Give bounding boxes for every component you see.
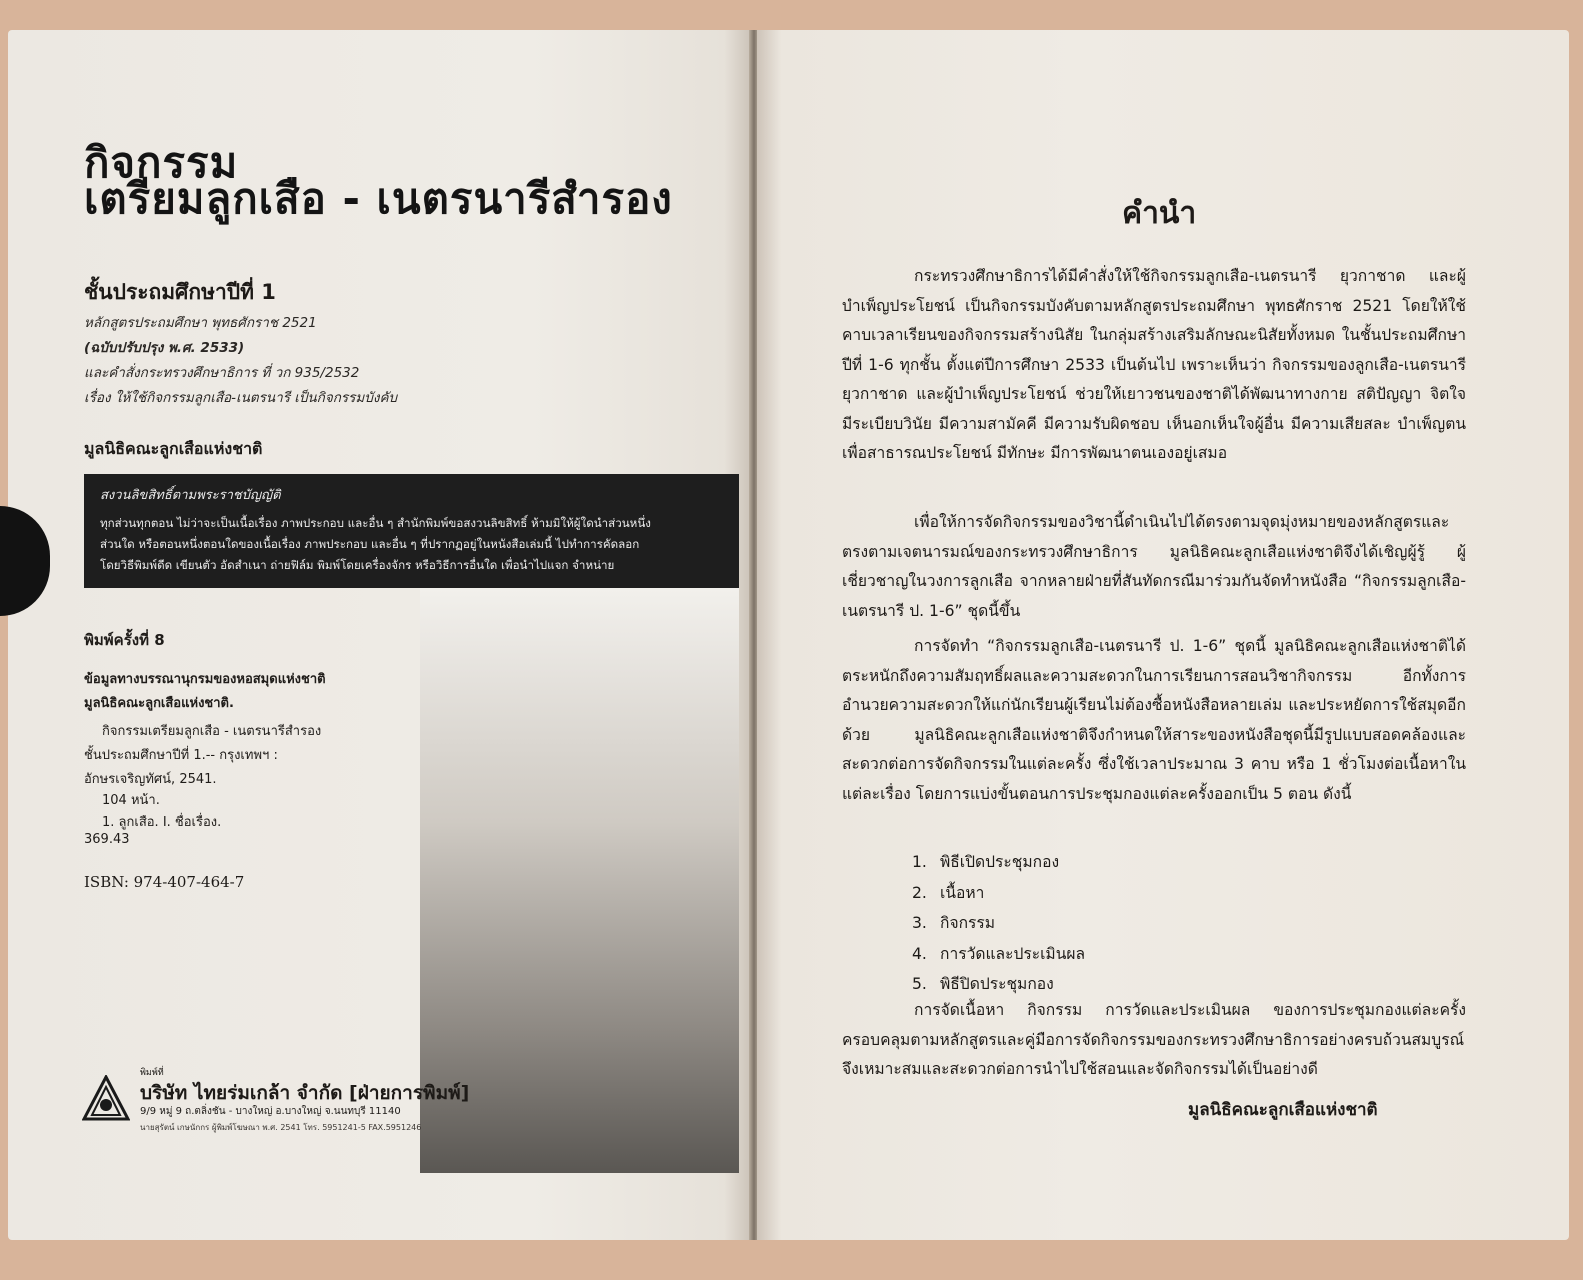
preface-heading: คำนำ <box>1122 196 1197 231</box>
list-item: 1. พิธีเปิดประชุมกอง <box>912 853 1060 871</box>
list-item: 5. พิธีปิดประชุมกอง <box>912 975 1054 993</box>
copyright-line: ส่วนใด หรือตอนหนึ่งตอนใดของเนื้อเรื่อง ภาพประกอบ และอื่น ๆ ที่ปรากฏอยู่ในหนังสือเล่มนี้ ไปทำการคัดลอก <box>100 537 640 551</box>
print-edition: พิมพ์ครั้งที่ 8 <box>84 631 165 649</box>
catalog-line: กิจกรรมเตรียมลูกเสือ - เนตรนารีสำรอง <box>102 724 322 739</box>
preface-signature: มูลนิธิคณะลูกเสือแห่งชาติ <box>1188 1100 1378 1120</box>
grade-level: ชั้นประถมศึกษาปีที่ 1 <box>84 280 276 304</box>
book-title-line1: กิจกรรม <box>84 138 239 187</box>
copyright-heading: สงวนลิขสิทธิ์ตามพระราชบัญญัติ <box>100 488 281 503</box>
list-item: 4. การวัดและประเมินผล <box>912 944 1086 963</box>
revision-note: (ฉบับปรับปรุง พ.ศ. 2533) <box>84 340 245 356</box>
publisher-address: 9/9 หมู่ 9 ถ.ตลิ่งชัน - บางใหญ่ อ.บางใหญ่ จ.นนทบุรี 11140 <box>140 1106 401 1117</box>
isbn-number: ISBN: 974-407-464-7 <box>84 873 245 891</box>
catalog-heading: ข้อมูลทางบรรณานุกรมของหอสมุดแห่งชาติ <box>84 672 326 687</box>
curriculum-note: หลักสูตรประถมศึกษา พุทธศักราช 2521 <box>84 315 317 331</box>
publisher-label: พิมพ์ที่ <box>140 1068 164 1078</box>
preface-paragraph-3: การจัดทำ “กิจกรรมลูกเสือ-เนตรนารี ป. 1-6” ชุดนี้ มูลนิธิคณะลูกเสือแห่งชาติได้ตระหนักถึงความสัมฤทธิ์ผลและความสะดวกในการเรียนการสอนวิชากิจกรรม อีกทั้งการอำนวยความสะดวกให้แก่นักเรียนผู้เรียนไม่ต้องซื้อหนังสือหลายเล่ม และประหยัดการใช้สมุดอีกด้วย มูลนิธิคณะลูกเสือแห่งชาติจึงกำหนดให้สาระของหนังสือชุดนี้มีรูปแบบสอดคล้องและสะดวกต่อการจัดกิจกรรมในแต่ละครั้ง ซึ่งใช้เวลาประมาณ 3 คาบ หรือ 1 ชั่วโมงต่อเนื้อหาในแต่ละเรื่อง โดยการแบ่งขั้นตอนการประชุมกองแต่ละครั้งออกเป็น 5 ตอน ดังนี้ <box>842 637 1466 803</box>
copyright-line: โดยวิธีพิมพ์ดีด เขียนตัว อัดสำเนา ถ่ายฟิล์ม พิมพ์โดยเครื่องจักร หรือวิธีการอื่นใด เพื่อนำไปแจก จำหน่าย <box>100 558 615 572</box>
copyright-line: ทุกส่วนทุกตอน ไม่ว่าจะเป็นเนื้อเรื่อง ภาพประกอบ และอื่น ๆ สำนักพิมพ์ขอสงวนลิขสิทธิ์ ห้ามมิให้ผู้ใดนำส่วนหนึ่ง <box>100 516 651 530</box>
catalog-line: 104 หน้า. <box>102 793 160 808</box>
ministry-order: และคำสั่งกระทรวงศึกษาธิการ ที่ วก 935/2532 <box>84 365 360 381</box>
book-title-line2: เตรียมลูกเสือ - เนตรนารีสำรอง <box>84 174 673 223</box>
subject-note: เรื่อง ให้ใช้กิจกรรมลูกเสือ-เนตรนารี เป็นกิจกรรมบังคับ <box>84 390 398 406</box>
preface-paragraph-4: การจัดเนื้อหา กิจกรรม การวัดและประเมินผล ของการประชุมกองแต่ละครั้งครอบคลุมตามหลักสูตรและคู่มือการจัดกิจกรรมของกระทรวงศึกษาธิการอย่างครบถ้วนสมบูรณ์ จึงเหมาะสมและสะดวกต่อการนำไปใช้สอนและจัดกิจกรรมได้เป็นอย่างดี <box>842 1001 1466 1078</box>
meeting-steps-list <box>912 847 1085 1000</box>
copyright-box <box>84 474 739 588</box>
publisher-footer: นายสุรัตน์ เกษนักกร ผู้พิมพ์โฆษณา พ.ศ. 2541 โทร. 5951241-5 FAX.5951246 <box>140 1123 422 1132</box>
preface-paragraph-2: เพื่อให้การจัดกิจกรรมของวิชานี้ดำเนินไปได้ตรงตามจุดมุ่งหมายของหลักสูตรและตรงตามเจตนารมณ์ของกระทรวงศึกษาธิการ มูลนิธิคณะลูกเสือแห่งชาติจึงได้เชิญผู้รู้ ผู้เชี่ยวชาญในวงการลูกเสือ จากหลายฝ่ายที่สันทัดกรณีมาร่วมกันจัดทำหนังสือ “กิจกรรมลูกเสือ-เนตรนารี ป. 1-6” ชุดนี้ขึ้น <box>842 513 1466 620</box>
catalog-line: 369.43 <box>84 832 130 847</box>
list-item: 3. กิจกรรม <box>912 914 996 932</box>
publisher-logo-icon <box>82 1075 130 1123</box>
catalog-line: มูลนิธิคณะลูกเสือแห่งชาติ. <box>84 696 234 711</box>
list-item: 2. เนื้อหา <box>912 883 985 902</box>
publisher-name: บริษัท ไทยร่มเกล้า จำกัด [ฝ่ายการพิมพ์] <box>140 1082 470 1104</box>
preface-paragraph-1: กระทรวงศึกษาธิการได้มีคำสั่งให้ใช้กิจกรรมลูกเสือ-เนตรนารี ยุวกาชาด และผู้บำเพ็ญประโยชน์ เป็นกิจกรรมบังคับตามหลักสูตรประถมศึกษา พุทธศักราช 2521 โดยให้ใช้คาบเวลาเรียนของกิจกรรมสร้างนิสัย ในกลุ่มสร้างเสริมลักษณะนิสัยทั้งหมด ในชั้นประถมศึกษาปีที่ 1-6 ทุกชั้น ตั้งแต่ปีการศึกษา 2533 เป็นต้นไป เพราะเห็นว่า กิจกรรมของลูกเสือ-เนตรนารี ยุวกาชาด และผู้บำเพ็ญประโยชน์ ช่วยให้เยาวชนของชาติได้พัฒนาทางกาย สติปัญญา จิตใจ มีระเบียบวินัย มีความสามัคคี มีความรับผิดชอบ เห็นอกเห็นใจผู้อื่น มีความเสียสละ บำเพ็ญตนเพื่อสาธารณประโยชน์ มีทักษะ มีการพัฒนาตนเองอยู่เสมอ <box>842 267 1466 462</box>
foundation-name: มูลนิธิคณะลูกเสือแห่งชาติ <box>84 439 263 458</box>
catalog-line: ชั้นประถมศึกษาปีที่ 1.-- กรุงเทพฯ : <box>84 748 278 763</box>
catalog-line: 1. ลูกเสือ. I. ชื่อเรื่อง. <box>102 815 222 830</box>
catalog-line: อักษรเจริญทัศน์, 2541. <box>84 772 217 787</box>
